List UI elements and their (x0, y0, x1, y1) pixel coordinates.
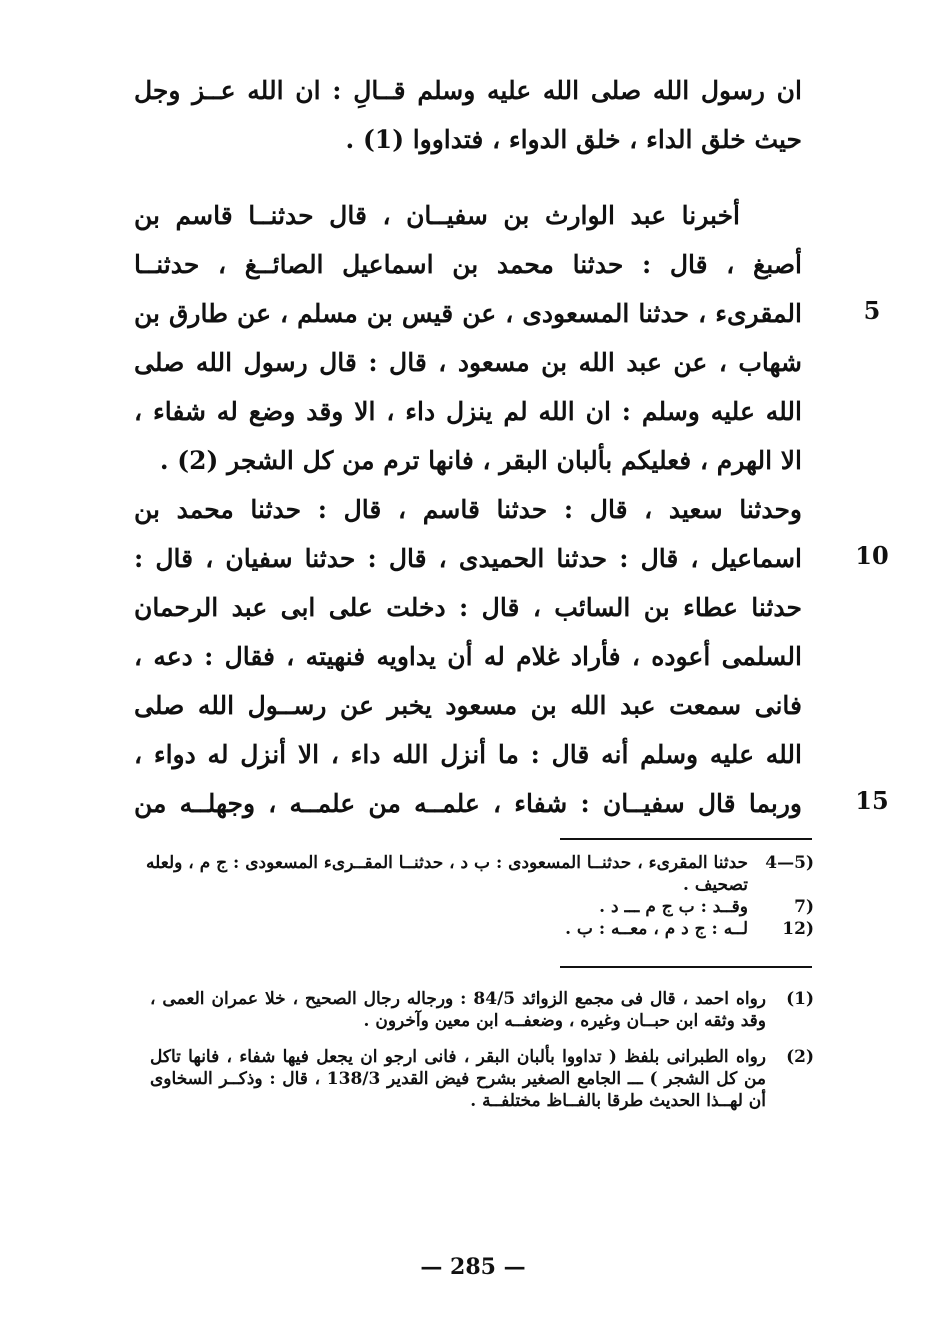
text-line: اسماعيل ، قال : حدثنا الحميدى ، قال : حدثنا سفيان ، قال : (134, 544, 802, 573)
footnote (150, 1046, 814, 1112)
line-number: 15 (855, 786, 889, 815)
text-line: ان رسول الله صلى الله عليه وسلم قــالِ : ان الله عــز وجل (134, 76, 802, 105)
footnote-text: رواه الطبرانى بلفظ ( تداووا بألبان البقر ، فانى ارجو ان يجعل فيها شفاء ، فانها تاكل من كل الشجر ) ـــ الجامع الصغير بشرح فيض القدير 138/3 ، قال : وذكــر السخاوى أن لهــذا الحديث طرقا بالفــاظ مختلفــة . (150, 1047, 766, 1111)
text-line: الا الهرم ، فعليكم بألبان البقر ، فانها ترم من كل الشجر (2) . (159, 446, 802, 475)
variant-text: لــه : ج د م ، معــه : ب . (565, 919, 748, 939)
variant-text: وقــد : ب ج م ـــ د . (599, 897, 748, 917)
text-line: أصبغ ، قال : حدثنا محمد بن اسماعيل الصائــغ ، حدثنــا (134, 250, 802, 279)
variants-divider (560, 838, 812, 840)
variant-text: حدثنا المقرىء ، حدثنــا المسعودى : ب د ، حدثنــا المقــرىء المسعودى : ج م ، ولعله تصحيف . (146, 853, 748, 895)
text-line: حدثنا عطاء بن السائب ، قال : دخلت على ابى عبد الرحمان (134, 593, 802, 622)
text-line: شهاب ، عن عبد الله بن مسعود ، قال : قال رسول الله صلى (134, 348, 802, 377)
main-text (134, 66, 802, 828)
line-number: 5 (863, 296, 881, 325)
footnote-text: رواه احمد ، قال فى مجمع الزوائد 84/5 : ورجاله رجال الصحيح ، خلا عمران العمى ، وقد وثقه ابن حبــان وغيره ، وضعفــه ابن معين وآخرون . (150, 989, 766, 1031)
footnotes (150, 988, 814, 1126)
variant-ref: 4—5) (765, 853, 814, 873)
text-line: الله عليه وسلم : ان الله لم ينزل داء ، الا وقد وضع له شفاء ، (134, 397, 802, 426)
variant-readings (134, 852, 814, 940)
text-line: السلمى أعوده ، فأراد غلام له أن يداويه فنهيته ، فقال : دعه ، (134, 642, 802, 671)
page-number: — 285 — (420, 1254, 526, 1280)
text-line: وحدثنا سعيد ، قال : حدثنا قاسم ، قال : حدثنا محمد بن (134, 495, 802, 524)
footnote (150, 988, 814, 1032)
footnote-number: (1) (786, 989, 814, 1009)
variant-ref: 12) (782, 919, 814, 939)
footnote-number: (2) (786, 1047, 814, 1067)
variant-entry (134, 896, 814, 918)
variant-entry (134, 918, 814, 940)
text-line: المقرىء ، حدثنا المسعودى ، عن قيس بن مسلم ، عن طارق بن (134, 299, 802, 328)
variant-ref: 7) (794, 897, 814, 917)
text-line: أخبرنا عبد الوارث بن سفيــان ، قال حدثنــا قاسم بن (134, 201, 740, 230)
footnotes-divider (560, 966, 812, 968)
text-line: الله عليه وسلم أنه قال : ما أنزل الله داء ، الا أنزل له دواء ، (134, 740, 802, 769)
text-line: فانى سمعت عبد الله بن مسعود يخبر عن رســول الله صلى (134, 691, 802, 720)
text-line: وربما قال سفيــان : شفاء ، علمــه من علمــه ، وجهلــه من (134, 789, 802, 818)
variant-entry (134, 852, 814, 896)
line-number: 10 (855, 541, 889, 570)
text-line: حيث خلق الداء ، خلق الدواء ، فتداووا (1) . (345, 125, 802, 154)
